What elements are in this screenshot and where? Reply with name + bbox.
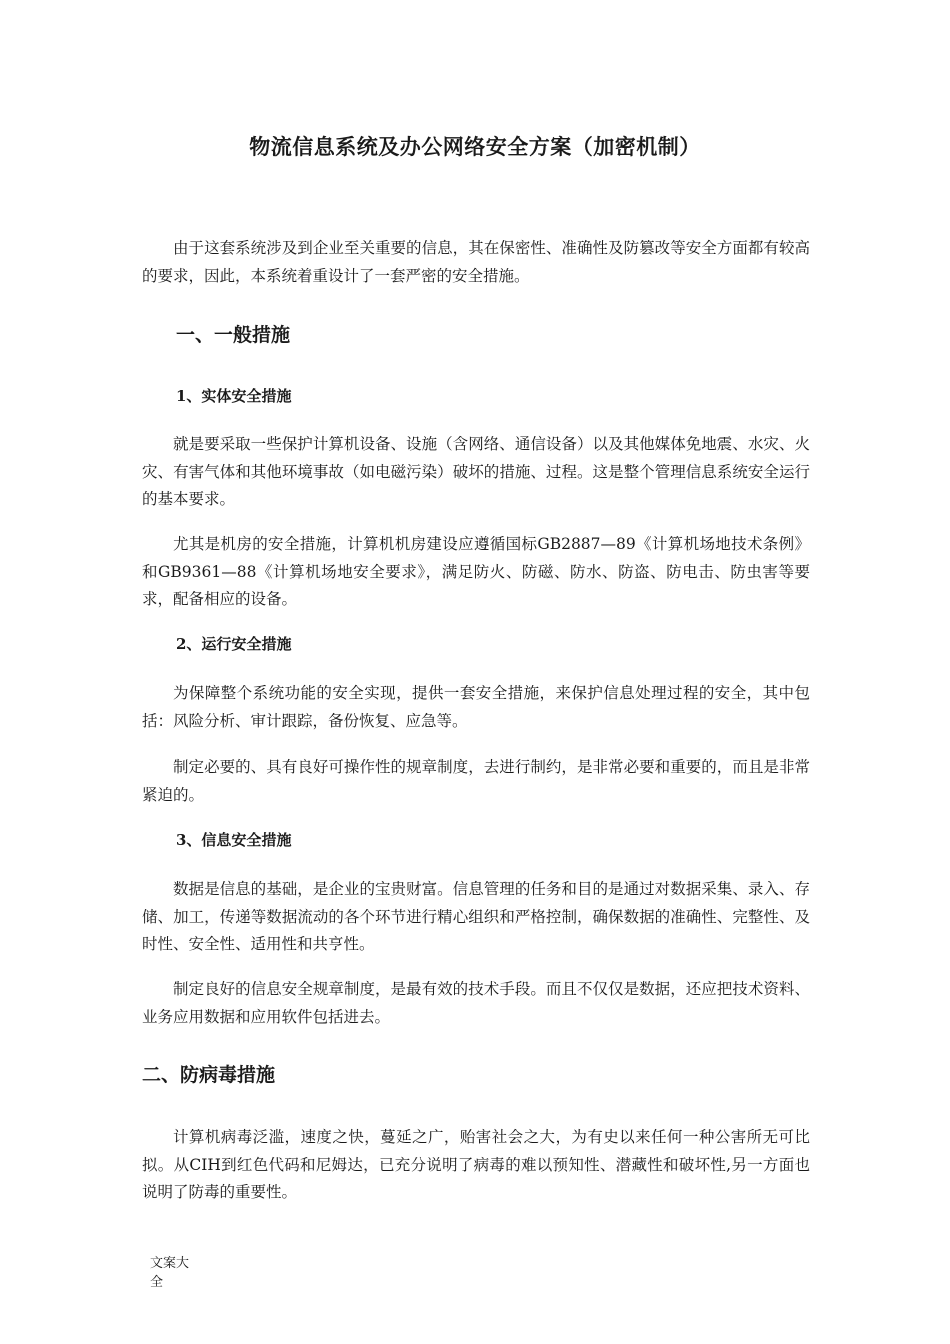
physical-security-paragraph-2: 尤其是机房的安全措施，计算机机房建设应遵循国标GB2887—89《计算机场地技术条例》和GB9361—88《计算机场地安全要求》，满足防火、防磁、防水、防盗、防电击、防虫害等要求，配备相应的设备。 [142,535,810,608]
section-heading-antivirus-measures: 二、防病毒措施 [142,1064,276,1086]
operation-security-paragraph-1: 为保障整个系统功能的安全实现，提供一套安全措施，来保护信息处理过程的安全，其中包括：风险分析、审计跟踪，备份恢复、应急等。 [142,684,810,730]
subsection-heading-information-security: 3、信息安全措施 [176,831,292,849]
physical-security-paragraph-1: 就是要采取一些保护计算机设备、设施（含网络、通信设备）以及其他媒体免地震、水灾、火灾、有害气体和其他环境事故（如电磁污染）破坏的措施、过程。这是整个管理信息系统安全运行的基本要求。 [142,435,810,508]
section-heading-general-measures: 一、一般措施 [176,324,291,346]
information-security-paragraph-1: 数据是信息的基础，是企业的宝贵财富。信息管理的任务和目的是通过对数据采集、录入、存储、加工，传递等数据流动的各个环节进行精心组织和严格控制，确保数据的准确性、完整性、及时性、安全性、适用性和共亨性。 [142,880,810,953]
subsection-heading-operation-security: 2、运行安全措施 [176,635,292,653]
subsection-heading-physical-security: 1、实体安全措施 [176,387,292,405]
document-title: 物流信息系统及办公网络安全方案（加密机制） [249,134,701,160]
information-security-paragraph-2: 制定良好的信息安全规章制度，是最有效的技术手段。而且不仅仅是数据，还应把技术资料、业务应用数据和应用软件包括进去。 [142,980,810,1026]
intro-paragraph: 由于这套系统涉及到企业至关重要的信息，其在保密性、准确性及防篡改等安全方面都有较高的要求，因此，本系统着重设计了一套严密的安全措施。 [142,239,810,285]
antivirus-paragraph-1: 计算机病毒泛滥，速度之快，蔓延之广，贻害社会之大，为有史以来任何一种公害所无可比拟。从CIH到红色代码和尼姆达，已充分说明了病毒的难以预知性、潜藏性和破坏性,另一方面也说明了防毒的重要性。 [142,1128,810,1201]
operation-security-paragraph-2: 制定必要的、具有良好可操作性的规章制度，去进行制约，是非常必要和重要的，而且是非常紧迫的。 [142,758,810,804]
page-footer: 文案大全 [150,1256,190,1290]
